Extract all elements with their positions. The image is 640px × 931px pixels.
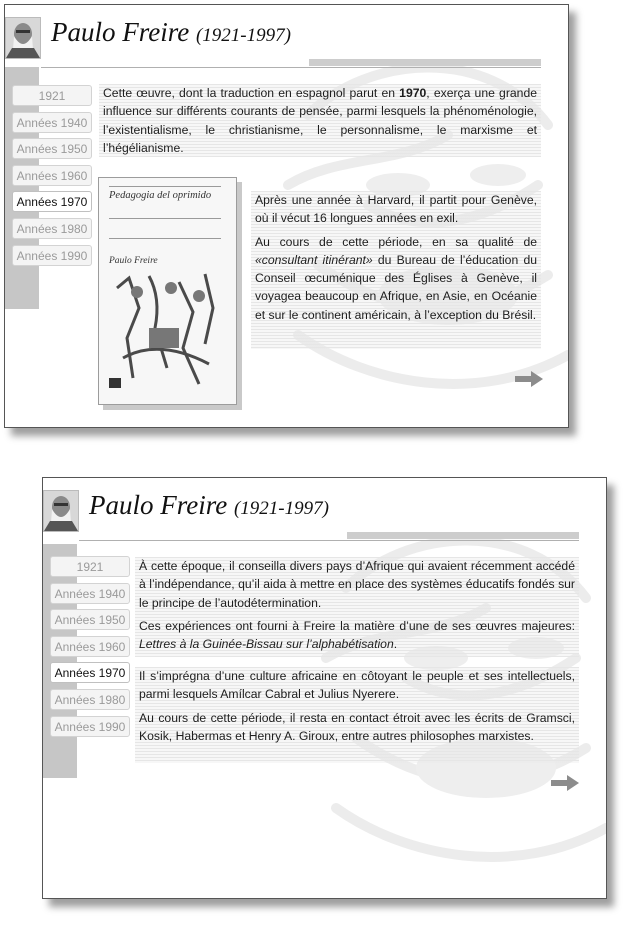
intro-text: Cette œuvre, dont la traduction en espagnol parut en 1970, exerça une grande influence sur différents courants de pensée, parmi lesquels la phénoménologie, l’existentialisme, le christianisme, le personnalisme, le marxisme et l’hégélianisme.: [99, 84, 541, 157]
nav-1980s[interactable]: Années 1980: [12, 218, 92, 239]
page-title: Paulo Freire (1921-1997): [89, 490, 329, 520]
nav-1921[interactable]: 1921: [12, 85, 92, 106]
portrait-photo-icon: [5, 17, 41, 59]
book-title: Pedagogia del oprimido: [109, 190, 212, 201]
book-author: Paulo Freire: [109, 256, 158, 266]
nav-1940s[interactable]: Années 1940: [50, 583, 130, 604]
nav-1950s[interactable]: Années 1950: [12, 138, 92, 159]
nav-1921[interactable]: 1921: [50, 556, 130, 577]
nav-1970s[interactable]: Années 1970: [50, 662, 130, 683]
next-arrow-icon[interactable]: [515, 371, 543, 387]
decade-nav: [50, 556, 130, 742]
title-accent-bar: [309, 59, 541, 66]
title-years: (1921-1997): [195, 25, 291, 46]
book-illustration: [109, 268, 225, 392]
nav-1990s[interactable]: Années 1990: [50, 716, 130, 737]
title-divider: [41, 67, 541, 68]
nav-1960s[interactable]: Années 1960: [12, 165, 92, 186]
intro-year: 1970: [399, 86, 427, 100]
para-harvard: Après une année à Harvard, il partit pour Genève, où il vécut 16 longues années en exil.: [255, 193, 537, 226]
page-title: Paulo Freire (1921-1997): [51, 17, 291, 47]
para-consultant: Au cours de cette période, en sa qualité de «consultant itinérant» du Bureau de l’éducation du Conseil œcuménique des Églises à Genève, il voyagea beaucoup en Afrique, en Asie, en Océanie et sur le continent américain, à l’exception du Brésil.: [255, 234, 537, 322]
portrait-photo-icon: [43, 490, 79, 532]
book-title-italic: Lettres à la Guinée-Bissau sur l’alphabétisation: [139, 637, 394, 652]
african-culture-text: [135, 667, 579, 763]
para-philosophers: Au cours de cette période, il resta en contact étroit avec les écrits de Gramsci, Kosik, Habermas et Henry A. Giroux, entre autres philosophes marxistes.: [139, 710, 575, 743]
africa-advisor-text: [135, 557, 579, 657]
next-arrow-icon[interactable]: [551, 775, 579, 791]
decade-nav: [12, 85, 92, 271]
para-africa: À cette époque, il conseilla divers pays d’Afrique qui avaient récemment accédé à l’indépendance, qu’il aida à mettre en place des systèmes éducatifs fondés sur le principe de l’autodétermination.: [139, 559, 575, 610]
title-accent-bar: [347, 532, 579, 539]
para-culture: Il s’imprégna d’une culture africaine en côtoyant le peuple et ses intellectuels, parmi lesquels Amílcar Cabral et Julius Nyerere.: [139, 669, 575, 702]
screen-1970-part1: [4, 4, 569, 428]
consultant-italic: «consultant itinérant»: [255, 252, 373, 267]
nav-1950s[interactable]: Années 1950: [50, 609, 130, 630]
nav-1970s[interactable]: Années 1970: [12, 191, 92, 212]
nav-1980s[interactable]: Années 1980: [50, 689, 130, 710]
book-cover-image: [98, 177, 237, 405]
nav-1990s[interactable]: Années 1990: [12, 245, 92, 266]
para-guinea-bissau: Ces expériences ont fourni à Freire la matière d’une de ses œuvres majeures: Lettres à la Guinée-Bissau sur l’alphabétisation.: [139, 618, 575, 652]
title-divider: [79, 540, 579, 541]
nav-1960s[interactable]: Années 1960: [50, 636, 130, 657]
screen-1970-part2: [42, 477, 607, 899]
title-years: (1921-1997): [233, 498, 329, 519]
harvard-geneva-text: [251, 191, 541, 349]
nav-1940s[interactable]: Années 1940: [12, 112, 92, 133]
